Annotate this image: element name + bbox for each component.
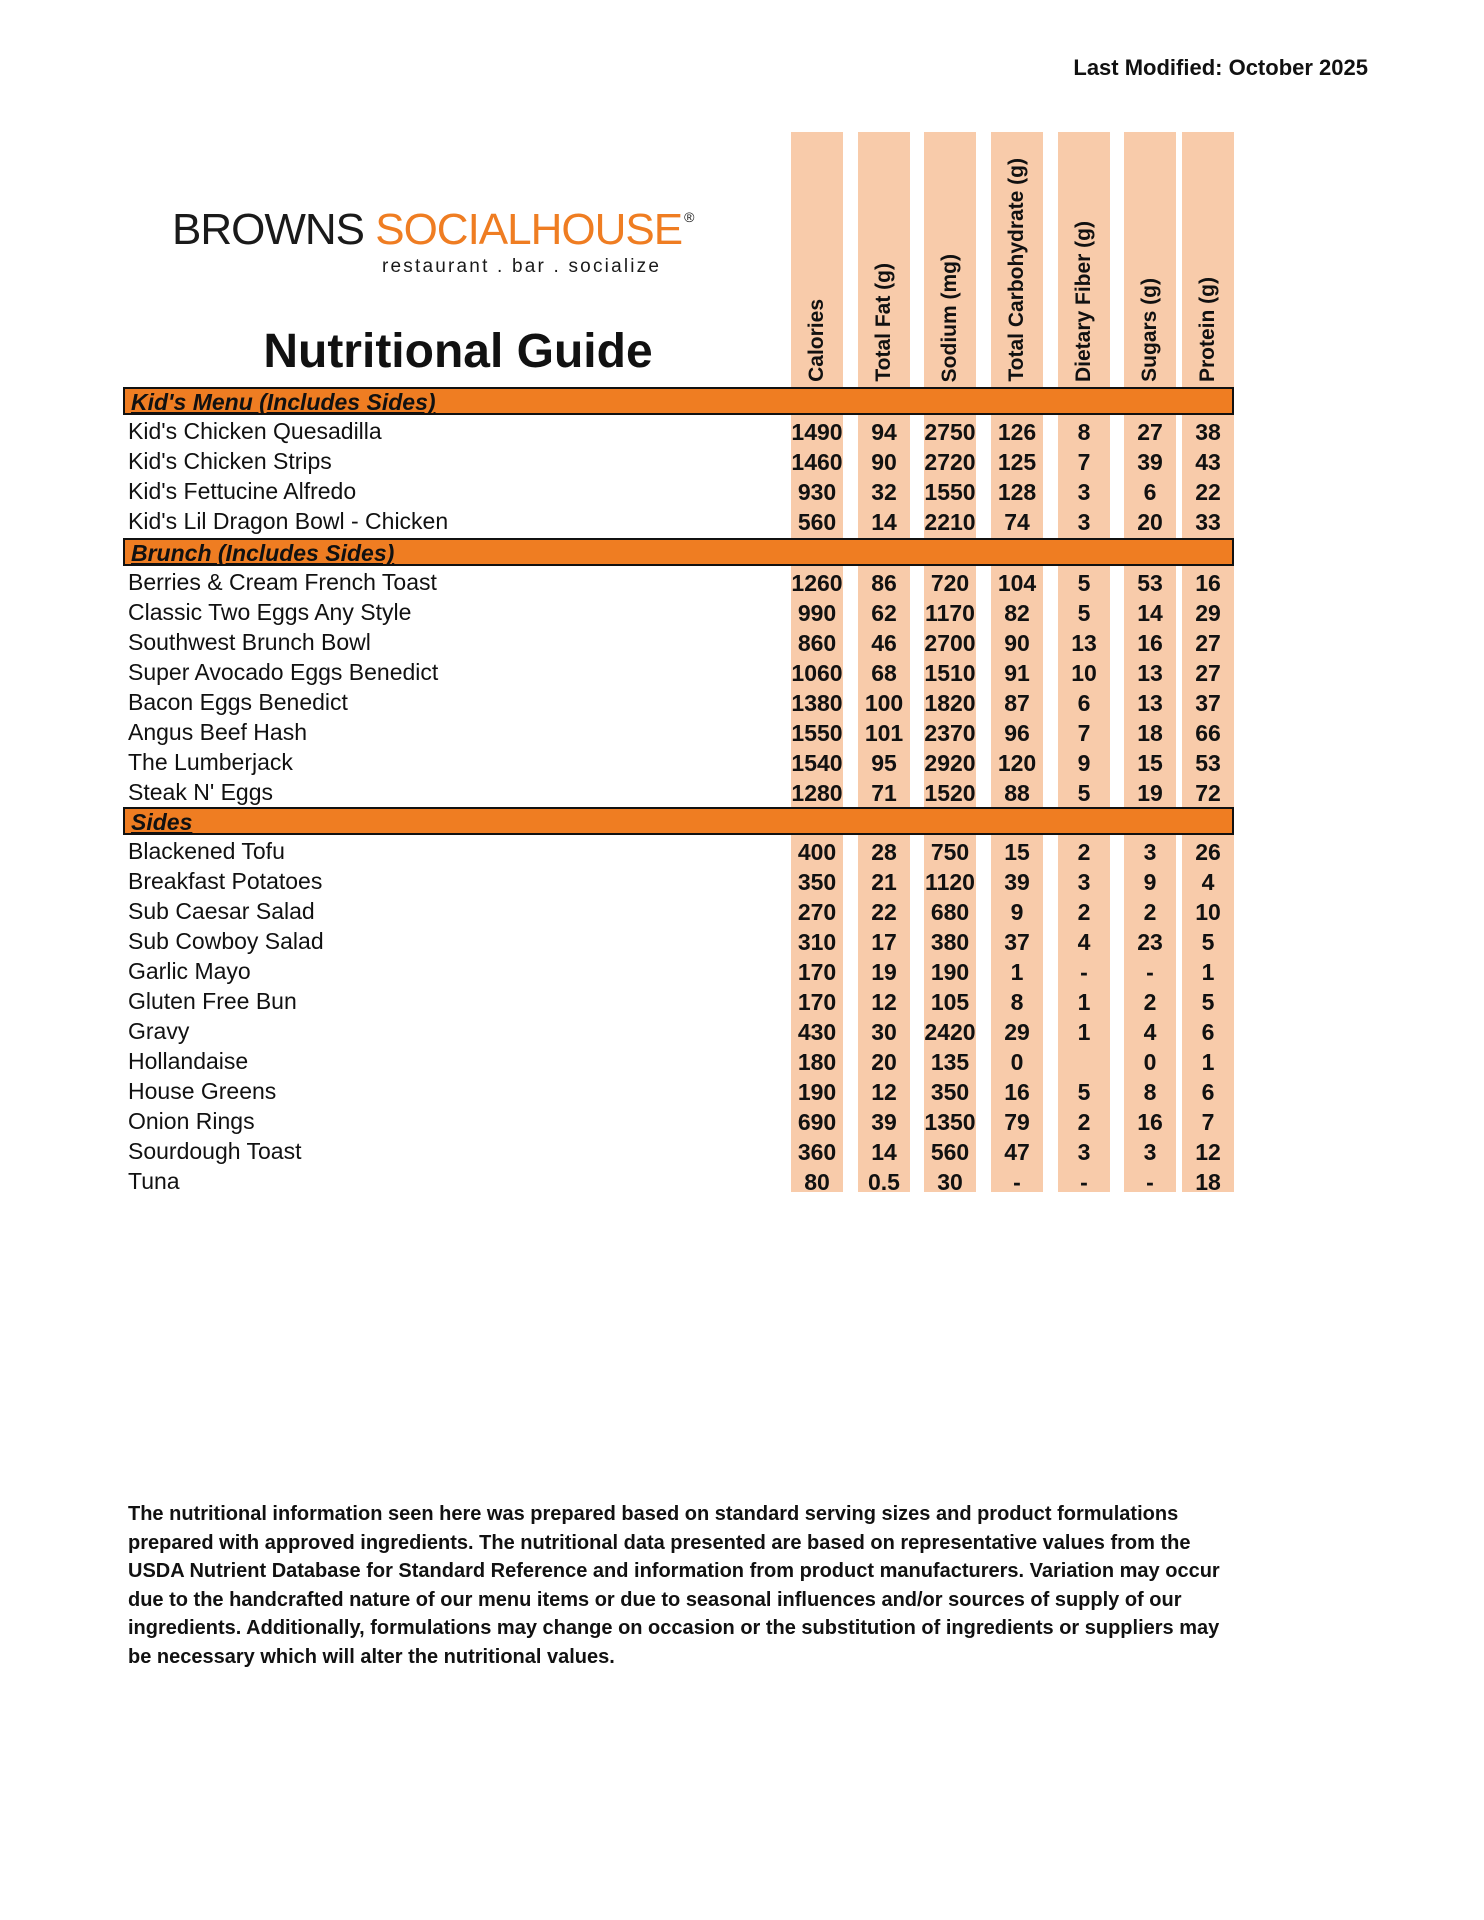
item-name: Breakfast Potatoes (128, 868, 323, 894)
nutrient-value: 190 (930, 959, 970, 985)
page-title: Nutritional Guide (263, 325, 653, 378)
nutrient-value: 1170 (925, 600, 975, 626)
nutrient-value: 0 (1010, 1049, 1024, 1075)
table-row (123, 567, 1234, 597)
nutrient-value: 20 (871, 1049, 897, 1075)
nutrient-value: 1350 (924, 1109, 976, 1135)
nutrient-value: 560 (930, 1139, 970, 1165)
table-row (123, 1106, 1234, 1136)
logo-tagline: restaurant . bar . socialize (382, 256, 662, 277)
nutrient-value: 28 (871, 839, 897, 865)
nutrient-value: 95 (871, 750, 897, 776)
item-name: Classic Two Eggs Any Style (128, 599, 412, 625)
nutrient-value: 2210 (924, 509, 976, 535)
nutrient-value: 120 (997, 750, 1037, 776)
section-title: Brunch (Includes Sides) (131, 540, 395, 566)
nutrient-value: 13 (1137, 660, 1163, 686)
nutrient-value: 66 (1195, 720, 1221, 746)
table-row (123, 1046, 1234, 1076)
column-header-label: Total Carbohydrate (g) (1005, 158, 1028, 382)
table-row (123, 687, 1234, 717)
nutrient-value: 4 (1201, 869, 1215, 895)
nutrient-value: 3 (1077, 1139, 1091, 1165)
nutrient-value: 37 (1195, 690, 1221, 716)
nutrient-value: 12 (871, 1079, 897, 1105)
nutrient-value: 88 (1004, 780, 1030, 806)
nutrient-value: 2 (1077, 1109, 1091, 1135)
item-name: Blackened Tofu (128, 838, 285, 864)
nutrient-value: 2 (1077, 839, 1091, 865)
item-name: Sub Cowboy Salad (128, 928, 324, 954)
nutrient-value: 9 (1077, 750, 1091, 776)
table-row (123, 866, 1234, 896)
nutrient-value: 62 (871, 600, 897, 626)
table-row (123, 1136, 1234, 1166)
nutrient-value: 33 (1195, 509, 1221, 535)
nutrient-value: 3 (1143, 1139, 1157, 1165)
item-name: Garlic Mayo (128, 958, 251, 984)
column-header-label: Dietary Fiber (g) (1072, 220, 1095, 382)
table-row (123, 836, 1234, 866)
column-header (1124, 134, 1176, 382)
logo-word-socialhouse: SOCIALHOUSE (375, 205, 683, 254)
nutrient-value: 53 (1195, 750, 1221, 776)
table-row (123, 956, 1234, 986)
nutrient-value: 430 (797, 1019, 837, 1045)
table-row (123, 986, 1234, 1016)
nutrient-value: 750 (930, 839, 970, 865)
column-header (858, 134, 910, 382)
nutrient-value: 18 (1195, 1169, 1221, 1195)
nutrient-value: 2920 (924, 750, 976, 776)
nutrient-value: 170 (797, 989, 837, 1015)
column-header-label: Total Fat (g) (872, 263, 895, 382)
nutrient-value: 1260 (791, 570, 843, 596)
column-header (1182, 134, 1234, 382)
nutrient-value: 12 (1195, 1139, 1221, 1165)
nutrient-value: 5 (1201, 929, 1215, 955)
nutrient-value: 690 (797, 1109, 837, 1135)
nutrient-value: 1550 (791, 720, 843, 746)
nutrient-value: 74 (1004, 509, 1030, 535)
item-name: Sourdough Toast (128, 1138, 302, 1164)
nutrient-value: 5 (1201, 989, 1215, 1015)
table-row (123, 446, 1234, 476)
nutrient-value: 860 (797, 630, 837, 656)
nutrient-value: 350 (797, 869, 837, 895)
nutrient-value: 13 (1137, 690, 1163, 716)
nutrient-value: 680 (930, 899, 970, 925)
section-title: Sides (131, 809, 193, 835)
nutrient-value: 2720 (924, 449, 976, 475)
column-header (924, 134, 976, 382)
last-modified-date: Last Modified: October 2025 (1073, 55, 1368, 80)
nutrient-value: 350 (930, 1079, 970, 1105)
nutrient-value: 190 (797, 1079, 837, 1105)
item-name: Sub Caesar Salad (128, 898, 315, 924)
item-name: Hollandaise (128, 1048, 249, 1074)
nutrient-value: 14 (871, 509, 897, 535)
nutrient-value: 82 (1004, 600, 1030, 626)
nutrient-value: 39 (1004, 869, 1030, 895)
nutrient-value: 310 (797, 929, 837, 955)
nutrient-value: 720 (930, 570, 970, 596)
item-name: Angus Beef Hash (128, 719, 308, 745)
nutrient-value: 1820 (924, 690, 976, 716)
logo-wordmark (172, 205, 694, 254)
section-header (123, 538, 1234, 566)
nutrient-value: 1380 (791, 690, 843, 716)
nutrient-value: 47 (1004, 1139, 1030, 1165)
nutrient-value: 105 (930, 989, 970, 1015)
nutrient-value: 14 (871, 1139, 897, 1165)
nutrient-value: 270 (797, 899, 837, 925)
item-name: Super Avocado Eggs Benedict (128, 659, 439, 685)
table-row (123, 627, 1234, 657)
nutrient-value: 43 (1195, 449, 1221, 475)
nutrient-value: 1510 (924, 660, 976, 686)
item-name: House Greens (128, 1078, 277, 1104)
nutrient-value: 930 (797, 479, 837, 505)
item-name: Onion Rings (128, 1108, 255, 1134)
table-row (123, 476, 1234, 506)
nutrient-value: 37 (1004, 929, 1030, 955)
nutrient-value: 101 (864, 720, 904, 746)
item-name: Berries & Cream French Toast (128, 569, 437, 595)
table-row (123, 777, 1234, 807)
item-name: The Lumberjack (128, 749, 293, 775)
nutrient-value: 1 (1077, 989, 1091, 1015)
section-header (123, 807, 1234, 835)
nutrient-value: 14 (1137, 600, 1163, 626)
nutrient-value: 27 (1195, 630, 1221, 656)
column-header (1058, 134, 1110, 382)
nutrient-value: 19 (1137, 780, 1163, 806)
section-title: Kid's Menu (Includes Sides) (131, 389, 436, 415)
column-header-label: Sodium (mg) (938, 253, 961, 382)
nutrient-value: 1 (1010, 959, 1024, 985)
nutrient-value: 10 (1071, 660, 1097, 686)
disclaimer-text: The nutritional information seen here was prepared based on standard serving sizes and product formulations prepared with approved ingredients. The nutritional data presented are based on representative values from the USDA Nutrient Database for Standard Reference and information from product manufacturers. Variation may occur due to the handcrafted nature of our menu items or due to seasonal influences and/or sources of supply of our ingredients. Additionally, formulations may change on occasion or the substitution of ingredients or suppliers may be necessary which will alter the nutritional values. (128, 1503, 1220, 1668)
nutrient-value: 1490 (791, 419, 843, 445)
nutrient-value: 80 (804, 1169, 830, 1195)
nutrient-value: 94 (871, 419, 897, 445)
nutrient-value: 9 (1143, 869, 1157, 895)
nutrient-value: 128 (997, 479, 1037, 505)
nutrient-value: 1 (1201, 959, 1215, 985)
nutrient-value: 26 (1195, 839, 1221, 865)
nutrient-value: 3 (1077, 479, 1091, 505)
nutrient-value: 2 (1143, 899, 1157, 925)
nutrient-value: 6 (1143, 479, 1157, 505)
nutrient-value: 15 (1137, 750, 1163, 776)
nutrient-value: 21 (871, 869, 897, 895)
column-header-label: Protein (g) (1196, 277, 1219, 382)
nutrient-value: 1 (1077, 1019, 1091, 1045)
nutrient-value: 135 (930, 1049, 970, 1075)
nutrient-value: 91 (1004, 660, 1030, 686)
nutrient-value: 2420 (924, 1019, 976, 1045)
nutrient-value: 29 (1195, 600, 1221, 626)
nutrient-value: 2370 (924, 720, 976, 746)
nutrient-value: 86 (871, 570, 897, 596)
logo-word-browns: BROWNS (172, 205, 364, 254)
table-row (123, 416, 1234, 446)
item-name: Southwest Brunch Bowl (128, 629, 371, 655)
table-row (123, 896, 1234, 926)
item-name: Kid's Lil Dragon Bowl - Chicken (128, 508, 449, 534)
column-header-label: Calories (805, 299, 828, 382)
nutrient-value: 560 (797, 509, 837, 535)
nutrient-value: 0.5 (868, 1169, 900, 1195)
nutrient-value: 5 (1077, 600, 1091, 626)
nutrient-value: 4 (1143, 1019, 1157, 1045)
nutrient-value: 1 (1201, 1049, 1215, 1075)
column-header (991, 134, 1043, 382)
table-row (123, 747, 1234, 777)
nutrient-value: 1120 (925, 869, 975, 895)
nutrient-value: 1520 (924, 780, 976, 806)
nutrient-value: 380 (930, 929, 970, 955)
nutrient-value: 39 (871, 1109, 897, 1135)
table-row (123, 1076, 1234, 1106)
nutrient-value: 3 (1143, 839, 1157, 865)
nutrient-value: - (1146, 959, 1154, 985)
nutrient-value: 5 (1077, 780, 1091, 806)
nutrient-value: 6 (1201, 1019, 1215, 1045)
item-name: Kid's Chicken Quesadilla (128, 418, 382, 444)
nutrient-value: 0 (1143, 1049, 1157, 1075)
nutrient-value: 125 (997, 449, 1037, 475)
nutrient-value: - (1080, 1169, 1088, 1195)
section-header (123, 387, 1234, 415)
nutrient-value: 3 (1077, 869, 1091, 895)
nutrient-value: 8 (1077, 419, 1091, 445)
nutrient-value: 5 (1077, 570, 1091, 596)
nutrient-value: 22 (871, 899, 897, 925)
nutrient-value: 30 (937, 1169, 963, 1195)
nutrient-value: 7 (1201, 1109, 1215, 1135)
nutrient-value: 72 (1195, 780, 1221, 806)
nutrient-value: 68 (871, 660, 897, 686)
registered-mark: ® (684, 209, 694, 225)
nutrient-value: 38 (1195, 419, 1221, 445)
item-name: Bacon Eggs Benedict (128, 689, 348, 715)
item-name: Steak N' Eggs (128, 779, 274, 805)
nutrient-value: 1540 (791, 750, 843, 776)
nutrient-value: 1550 (924, 479, 976, 505)
nutrient-value: 2 (1077, 899, 1091, 925)
nutrient-value: 2750 (924, 419, 976, 445)
item-name: Tuna (128, 1168, 180, 1194)
nutrient-value: 1280 (791, 780, 843, 806)
nutrient-value: 90 (871, 449, 897, 475)
table-row (123, 1166, 1234, 1196)
nutrient-value: 2700 (924, 630, 976, 656)
nutrient-value: 8 (1010, 989, 1024, 1015)
nutrient-value: - (1013, 1169, 1021, 1195)
nutrient-value: 90 (1004, 630, 1030, 656)
nutrient-value: 46 (871, 630, 897, 656)
nutrient-value: 30 (871, 1019, 897, 1045)
nutrient-value: 4 (1077, 929, 1091, 955)
table-row (123, 926, 1234, 956)
column-header (791, 134, 843, 382)
nutrient-value: 87 (1004, 690, 1030, 716)
nutrient-value: 29 (1004, 1019, 1030, 1045)
nutrient-value: 16 (1004, 1079, 1030, 1105)
table-row (123, 1016, 1234, 1046)
nutrient-value: 126 (997, 419, 1037, 445)
nutrient-value: - (1146, 1169, 1154, 1195)
nutrient-value: 6 (1201, 1079, 1215, 1105)
nutrient-value: 400 (797, 839, 837, 865)
nutrient-value: 23 (1137, 929, 1163, 955)
item-name: Gravy (128, 1018, 190, 1044)
nutrient-value: 96 (1004, 720, 1030, 746)
nutrient-value: 27 (1195, 660, 1221, 686)
nutrient-value: 10 (1195, 899, 1221, 925)
nutrient-value: 1460 (791, 449, 843, 475)
nutrient-value: 9 (1010, 899, 1024, 925)
nutrient-value: 22 (1195, 479, 1221, 505)
table-row (123, 717, 1234, 747)
table-row (123, 657, 1234, 687)
nutrient-value: 7 (1077, 449, 1091, 475)
nutrient-value: 18 (1137, 720, 1163, 746)
nutrient-value: 5 (1077, 1079, 1091, 1105)
nutrient-value: 16 (1137, 1109, 1163, 1135)
nutrient-value: 360 (797, 1139, 837, 1165)
nutrient-value: 3 (1077, 509, 1091, 535)
nutrient-value: 13 (1071, 630, 1097, 656)
nutrient-value: 32 (871, 479, 897, 505)
item-name: Kid's Fettucine Alfredo (128, 478, 357, 504)
column-header-label: Sugars (g) (1138, 278, 1161, 382)
nutrient-value: 19 (871, 959, 897, 985)
nutrient-value: 71 (871, 780, 897, 806)
nutrient-value: 1060 (791, 660, 843, 686)
nutrient-value: 20 (1137, 509, 1163, 535)
nutrient-value: 180 (797, 1049, 837, 1075)
nutrient-value: 8 (1143, 1079, 1157, 1105)
nutrient-value: 39 (1137, 449, 1163, 475)
nutrient-value: 2 (1143, 989, 1157, 1015)
nutrient-value: 53 (1137, 570, 1163, 596)
table-row (123, 597, 1234, 627)
nutrient-value: 16 (1137, 630, 1163, 656)
nutrient-value: 7 (1077, 720, 1091, 746)
item-name: Gluten Free Bun (128, 988, 297, 1014)
nutrient-value: 6 (1077, 690, 1091, 716)
nutrient-value: 100 (864, 690, 904, 716)
nutrient-value: 104 (997, 570, 1037, 596)
nutrient-value: 17 (871, 929, 897, 955)
nutrient-value: 79 (1004, 1109, 1030, 1135)
item-name: Kid's Chicken Strips (128, 448, 332, 474)
nutrient-value: 15 (1004, 839, 1030, 865)
nutrient-value: 170 (797, 959, 837, 985)
browns-socialhouse-logo (172, 205, 732, 278)
table-row (123, 506, 1234, 536)
nutrient-value: 12 (871, 989, 897, 1015)
nutrient-value: 990 (797, 600, 837, 626)
nutrient-value: - (1080, 959, 1088, 985)
nutrient-value: 27 (1137, 419, 1163, 445)
nutrient-value: 16 (1195, 570, 1221, 596)
